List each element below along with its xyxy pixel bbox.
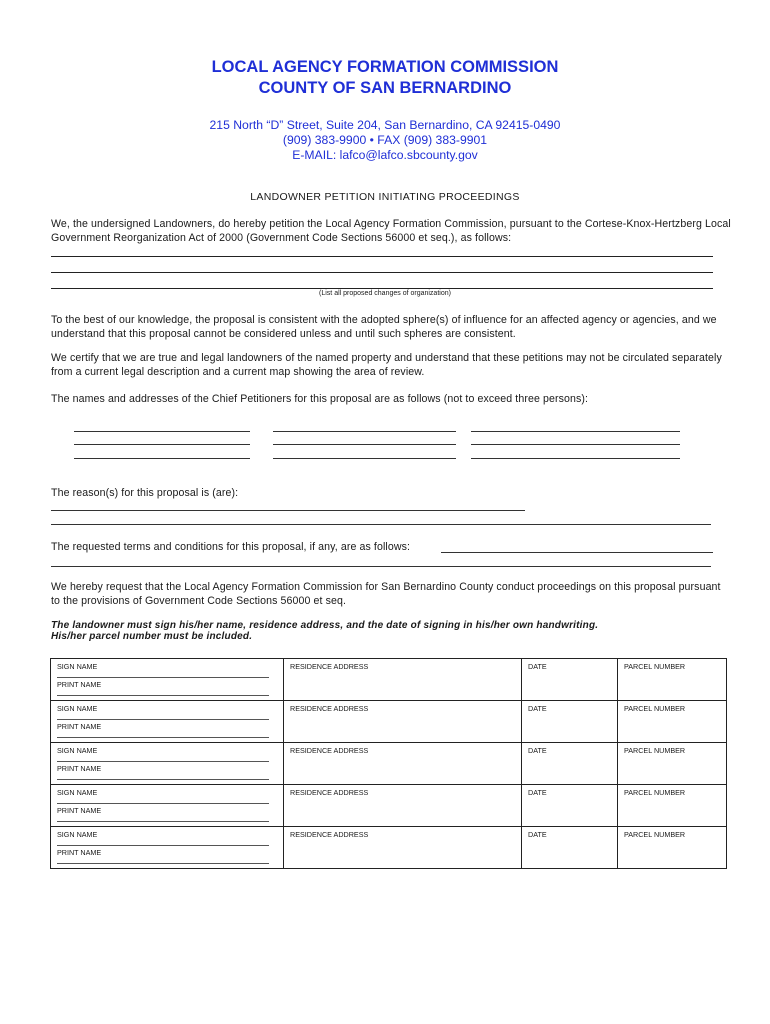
parcel-number-label: PARCEL NUMBER — [624, 788, 686, 797]
petitioner-2-line-2[interactable] — [273, 444, 456, 445]
petitioner-2-line-3[interactable] — [273, 458, 456, 459]
parcel-number-cell[interactable] — [618, 785, 727, 827]
signature-row — [51, 659, 727, 701]
terms-line-1[interactable] — [441, 552, 713, 553]
signature-table — [50, 658, 727, 869]
sign-print-cell[interactable] — [51, 743, 284, 785]
petitioner-3-line-3[interactable] — [471, 458, 680, 459]
date-label: DATE — [528, 746, 547, 755]
parcel-number-label: PARCEL NUMBER — [624, 662, 686, 671]
sign-name-line[interactable] — [57, 761, 269, 762]
print-name-label: PRINT NAME — [57, 722, 102, 731]
sign-print-cell[interactable] — [51, 659, 284, 701]
residence-address-label: RESIDENCE ADDRESS — [290, 704, 369, 713]
date-cell[interactable] — [522, 701, 618, 743]
residence-address-cell[interactable] — [284, 743, 522, 785]
print-name-line[interactable] — [57, 821, 269, 822]
residence-address-label: RESIDENCE ADDRESS — [290, 788, 369, 797]
changes-line-1[interactable] — [51, 256, 713, 257]
residence-address-cell[interactable] — [284, 659, 522, 701]
date-cell[interactable] — [522, 827, 618, 869]
date-label: DATE — [528, 662, 547, 671]
signature-row — [51, 827, 727, 869]
petitioner-1-line-2[interactable] — [74, 444, 250, 445]
sign-name-line[interactable] — [57, 803, 269, 804]
print-name-line[interactable] — [57, 779, 269, 780]
reasons-line-1[interactable] — [51, 510, 525, 511]
signature-row — [51, 701, 727, 743]
date-cell[interactable] — [522, 785, 618, 827]
print-name-line[interactable] — [57, 695, 269, 696]
changes-caption: (List all proposed changes of organization) — [319, 290, 451, 297]
form-title: LANDOWNER PETITION INITIATING PROCEEDINGS — [250, 191, 520, 203]
sign-print-cell[interactable] — [51, 827, 284, 869]
request-paragraph: We hereby request that the Local Agency Formation Commission for San Bernardino County conduct proceedings on this proposal pursuant to the provisions of Government Code Sections 56000 et seq. — [51, 581, 721, 607]
sign-name-label: SIGN NAME — [57, 662, 98, 671]
agency-address: 215 North “D” Street, Suite 204, San Bernardino, CA 92415-0490 — [209, 118, 561, 132]
signature-row — [51, 743, 727, 785]
sign-name-line[interactable] — [57, 845, 269, 846]
print-name-label: PRINT NAME — [57, 848, 102, 857]
sign-name-label: SIGN NAME — [57, 830, 98, 839]
sign-print-cell[interactable] — [51, 701, 284, 743]
petitioner-2-line-1[interactable] — [273, 431, 456, 432]
changes-line-2[interactable] — [51, 272, 713, 273]
terms-line-2[interactable] — [51, 566, 711, 567]
sign-name-label: SIGN NAME — [57, 746, 98, 755]
parcel-number-cell[interactable] — [618, 827, 727, 869]
consistency-paragraph: To the best of our knowledge, the proposal is consistent with the adopted sphere(s) of influence for an affected agency or agencies, and we understand that this proposal cannot be considered unless and until such spheres are consistent. — [51, 314, 717, 340]
parcel-number-cell[interactable] — [618, 659, 727, 701]
sign-name-line[interactable] — [57, 719, 269, 720]
certification-paragraph: We certify that we are true and legal landowners of the named property and understand that these petitions may not be circulated separately from a current legal description and a current map showing the area of review. — [51, 352, 722, 378]
agency-title: LOCAL AGENCY FORMATION COMMISSION — [211, 58, 559, 76]
terms-label: The requested terms and conditions for this proposal, if any, are as follows: — [51, 541, 411, 553]
date-label: DATE — [528, 830, 547, 839]
notice-line-1: The landowner must sign his/her name, residence address, and the date of signing in his/her own handwriting. — [51, 620, 599, 631]
print-name-label: PRINT NAME — [57, 680, 102, 689]
print-name-line[interactable] — [57, 863, 269, 864]
sign-name-label: SIGN NAME — [57, 788, 98, 797]
agency-email: E-MAIL: lafco@lafco.sbcounty.gov — [292, 148, 478, 162]
residence-address-cell[interactable] — [284, 785, 522, 827]
intro-paragraph: We, the undersigned Landowners, do hereby petition the Local Agency Formation Commission, pursuant to the Cortese-Knox-Hertzberg Local Government Reorganization Act of 2000 (Government Code Sections 56000 et seq.), as follows: — [51, 218, 731, 244]
residence-address-label: RESIDENCE ADDRESS — [290, 746, 369, 755]
signature-row — [51, 785, 727, 827]
date-cell[interactable] — [522, 743, 618, 785]
parcel-number-cell[interactable] — [618, 743, 727, 785]
sign-name-label: SIGN NAME — [57, 704, 98, 713]
residence-address-label: RESIDENCE ADDRESS — [290, 662, 369, 671]
chief-petitioners-paragraph: The names and addresses of the Chief Petitioners for this proposal are as follows (not to exceed three persons): — [51, 393, 589, 405]
petitioner-1-line-1[interactable] — [74, 431, 250, 432]
notice-line-2: His/her parcel number must be included. — [51, 631, 253, 642]
residence-address-cell[interactable] — [284, 827, 522, 869]
reasons-label: The reason(s) for this proposal is (are): — [51, 487, 239, 499]
residence-address-label: RESIDENCE ADDRESS — [290, 830, 369, 839]
residence-address-cell[interactable] — [284, 701, 522, 743]
county-title: COUNTY OF SAN BERNARDINO — [258, 79, 512, 97]
print-name-label: PRINT NAME — [57, 806, 102, 815]
print-name-line[interactable] — [57, 737, 269, 738]
date-label: DATE — [528, 704, 547, 713]
parcel-number-label: PARCEL NUMBER — [624, 830, 686, 839]
sign-name-line[interactable] — [57, 677, 269, 678]
petitioner-3-line-1[interactable] — [471, 431, 680, 432]
sign-print-cell[interactable] — [51, 785, 284, 827]
parcel-number-label: PARCEL NUMBER — [624, 704, 686, 713]
parcel-number-cell[interactable] — [618, 701, 727, 743]
changes-line-3[interactable] — [51, 288, 713, 289]
parcel-number-label: PARCEL NUMBER — [624, 746, 686, 755]
agency-phone-fax: (909) 383-9900 • FAX (909) 383-9901 — [282, 133, 488, 147]
petitioner-1-line-3[interactable] — [74, 458, 250, 459]
date-label: DATE — [528, 788, 547, 797]
print-name-label: PRINT NAME — [57, 764, 102, 773]
reasons-line-2[interactable] — [51, 524, 711, 525]
petitioner-3-line-2[interactable] — [471, 444, 680, 445]
date-cell[interactable] — [522, 659, 618, 701]
